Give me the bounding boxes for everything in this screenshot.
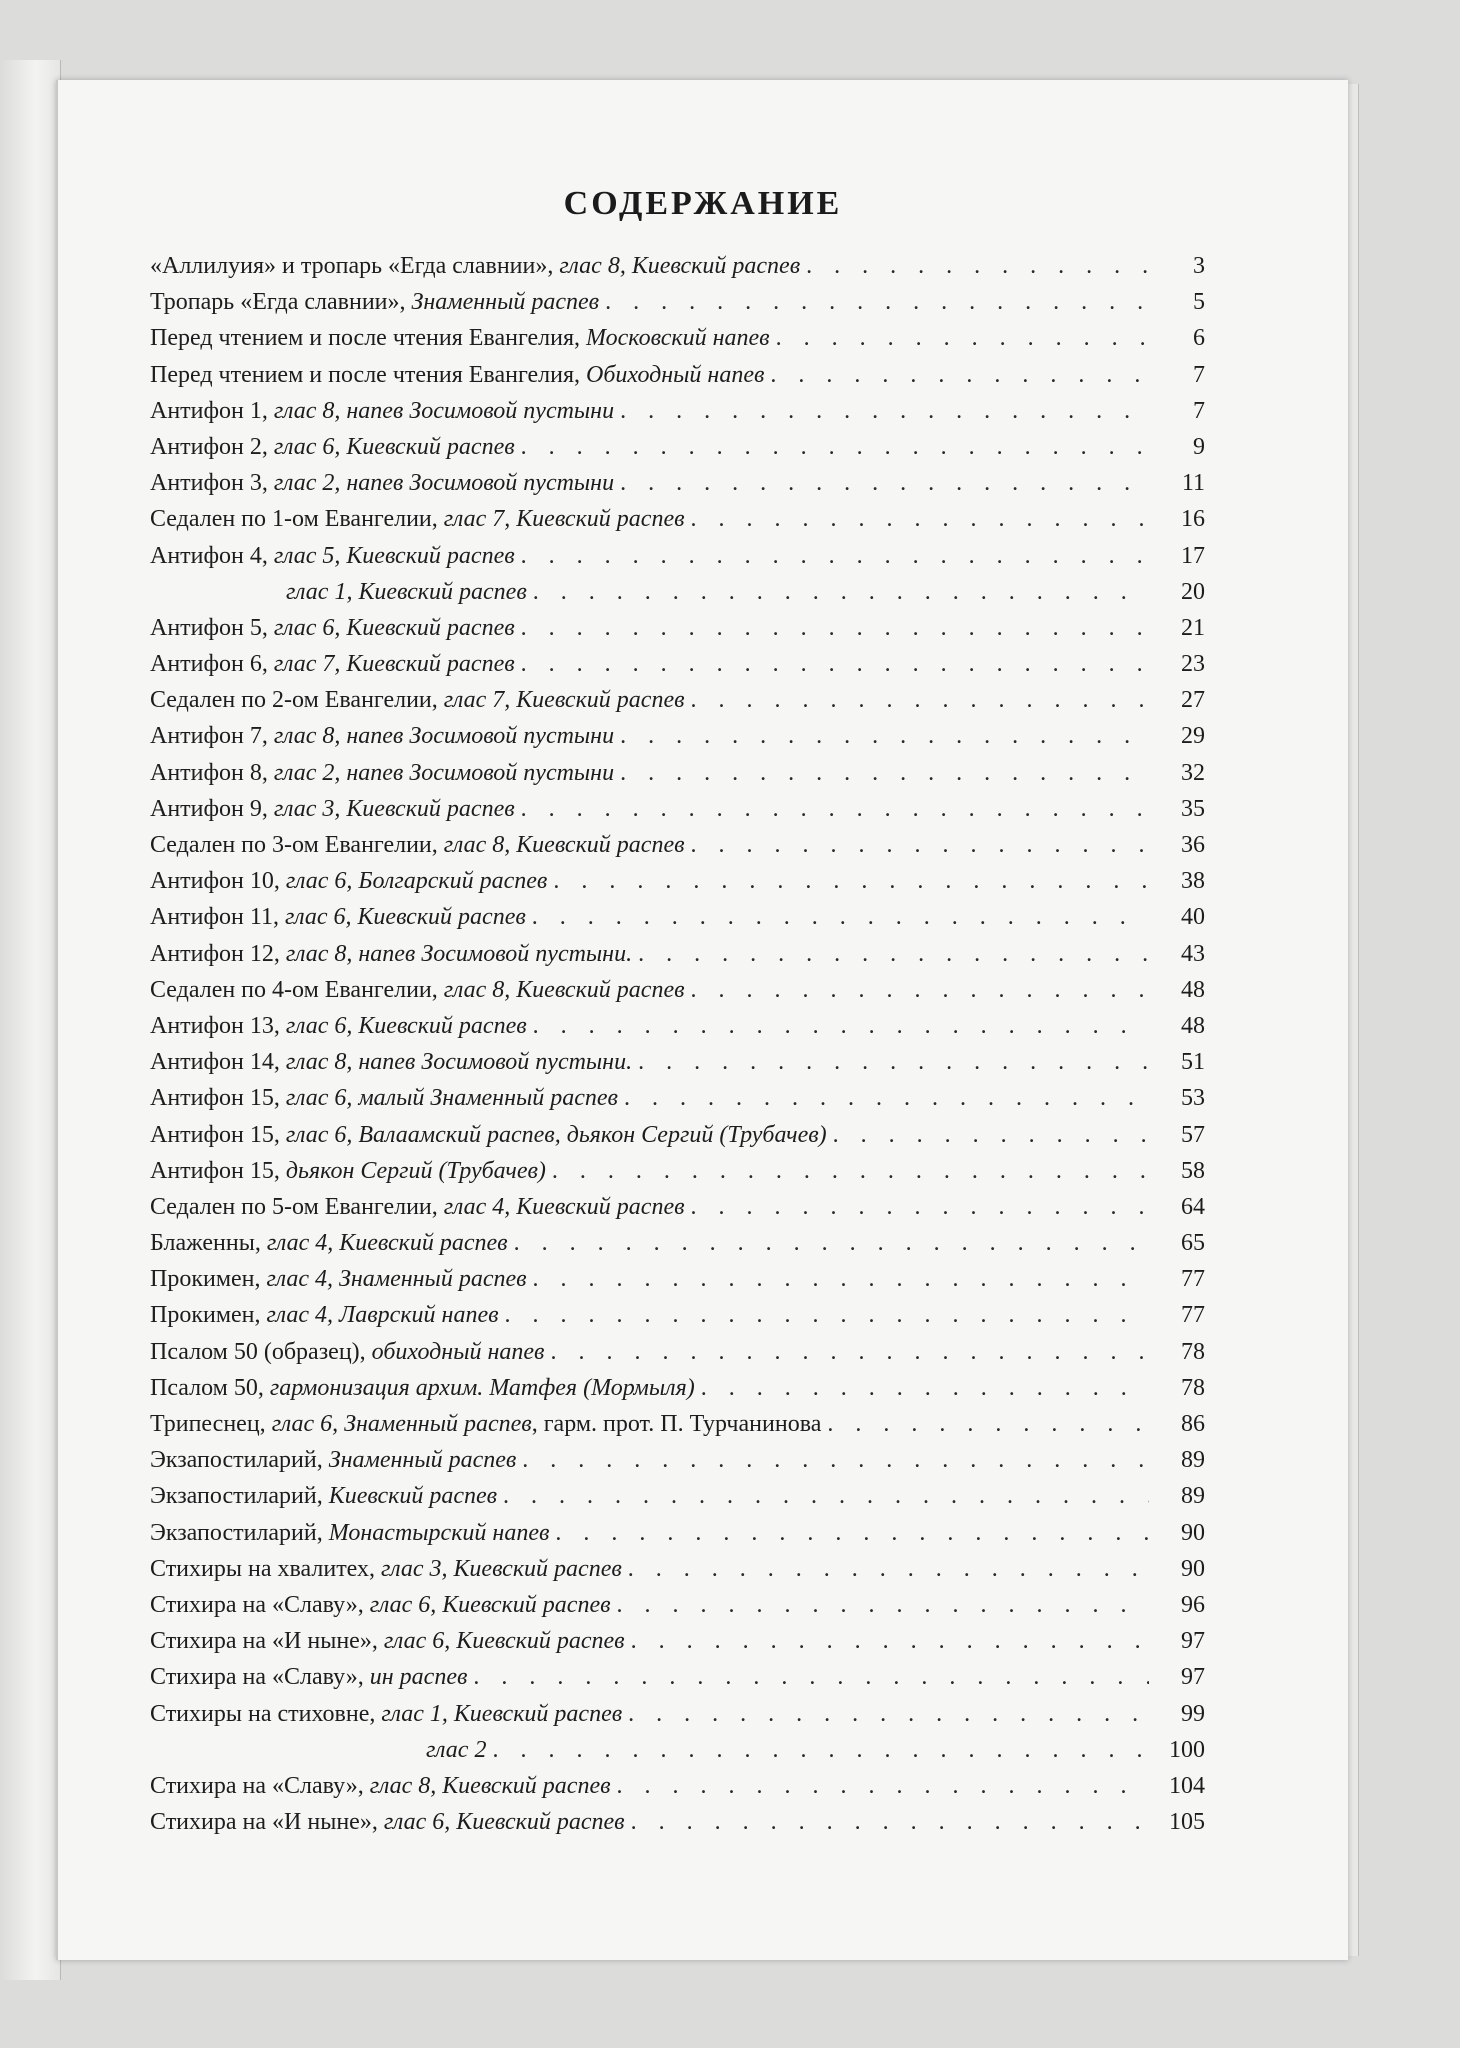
toc-entry [150,1406,1205,1442]
dot-leader [521,791,1149,827]
table-of-contents [150,248,1205,1840]
toc-entry-main: Антифон 9, [150,795,274,822]
toc-entry-page: 86 [1181,1411,1205,1437]
toc-entry-title [150,972,685,1008]
toc-entry-main: Седален по 3-ом Евангелии, [150,832,444,858]
toc-entry-page: 20 [1181,578,1205,605]
toc-entry [150,1659,1205,1695]
toc-entry-main: Антифон 2, [150,433,274,460]
toc-entry-chant: ин распев [369,1664,468,1691]
toc-entry [150,1804,1205,1840]
toc-entry-chant: Монастырский напев [328,1519,550,1546]
toc-entry-chant: глас 8, напев Зосимовой пустыни [273,723,615,750]
dot-leader [552,1153,1149,1189]
toc-entry [150,1587,1205,1623]
toc-entry-main: Стихиры на хвалитех, [150,1555,382,1582]
toc-entry [150,827,1205,863]
toc-entry-title [150,538,515,574]
dot-leader [620,718,1149,754]
toc-entry-chant: глас 8, Киевский распев [559,253,801,279]
toc-entry [150,1442,1205,1478]
toc-entry [150,357,1205,393]
toc-entry-page: 89 [1181,1447,1205,1474]
dot-leader [550,1334,1149,1370]
toc-entry-page: 23 [1181,651,1205,678]
toc-entry-main: Антифон 3, [150,470,274,497]
toc-entry-page: 100 [1169,1736,1205,1763]
toc-entry-page: 7 [1193,361,1205,388]
dot-leader [770,357,1149,393]
toc-entry-title [150,1623,625,1659]
toc-entry-page: 64 [1181,1193,1205,1220]
toc-entry-chant: глас 2, напев Зосимовой пустыни [273,470,615,497]
toc-entry-chant: глас 6, Киевский распев [285,1012,527,1039]
toc-entry [150,465,1205,501]
toc-entry-main: Стихира на «Славу», [150,1591,370,1618]
toc-entry-main: Антифон 6, [150,651,274,678]
toc-entry-title [150,1768,611,1804]
toc-entry-page: 97 [1181,1664,1205,1691]
toc-entry-title [150,1153,546,1189]
toc-entry-title [150,393,614,429]
toc-entry [150,393,1205,429]
toc-entry-chant: глас 6, малый Знаменный распев [285,1085,618,1112]
dot-leader [701,1370,1149,1406]
toc-entry-chant: глас 6, Киевский распев [383,1628,625,1655]
toc-entry-page: 89 [1181,1483,1205,1510]
toc-entry-chant: глас 1, Киевский распев [286,578,527,605]
toc-entry-title [150,1297,499,1333]
toc-entry-chant: гармонизация архим. Матфея (Мормыля) [269,1374,695,1401]
dot-leader [492,1732,1149,1768]
toc-entry-chant: глас 4, Киевский распев [443,1193,685,1220]
toc-entry-title [150,1406,821,1442]
toc-entry-chant: глас 4, Киевский распев [266,1230,508,1257]
dot-leader [533,574,1149,610]
toc-entry-chant: глас 6, Киевский распев [285,904,526,931]
toc-entry-chant: Знаменный распев [328,1447,517,1474]
toc-entry-main: Антифон 10, [150,868,286,895]
toc-entry-chant: глас 4, Лаврский напев [266,1302,499,1329]
toc-entry-page: 48 [1181,1012,1205,1039]
toc-entry-chant: глас 6, Болгарский распев [285,868,548,895]
toc-entry-chant: глас 3, Киевский распев [381,1555,622,1582]
toc-entry-title [150,248,800,284]
toc-entry-title [150,284,599,320]
toc-entry-main: Антифон 4, [150,542,274,569]
toc-entry [150,1370,1205,1406]
toc-entry-chant: глас 8, Киевский распев [443,976,685,1003]
toc-entry-page: 90 [1181,1519,1205,1546]
dot-leader [505,1297,1149,1333]
toc-entry-title [150,1732,486,1768]
toc-entry-title [150,1044,632,1080]
dot-leader [691,1189,1149,1225]
toc-entry [150,1080,1205,1116]
toc-entry-main: Стихира на «Славу», [150,1772,370,1799]
toc-entry-title [150,1225,508,1261]
toc-entry-main: Антифон 7, [150,723,274,750]
dot-leader [691,682,1149,718]
toc-entry [150,755,1205,791]
toc-entry-title [150,863,547,899]
dot-leader [521,429,1149,465]
toc-entry-page: 53 [1181,1085,1205,1112]
toc-entry-chant: глас 8, напев Зосимовой пустыни. [285,1049,633,1076]
toc-entry-chant: Киевский распев [328,1483,498,1510]
toc-entry-page: 65 [1181,1230,1205,1257]
toc-entry-chant: Обиходный напев [585,361,765,388]
toc-entry [150,284,1205,320]
toc-entry [150,1515,1205,1551]
dot-leader [628,1551,1149,1587]
toc-entry-page: 7 [1193,397,1205,424]
toc-entry-title [150,899,526,935]
toc-entry-chant: глас 6, Знаменный распев [271,1411,532,1437]
toc-entry-title [150,1804,625,1840]
toc-entry-chant: Знаменный распев [411,289,600,316]
toc-entry-title [150,320,770,356]
toc-entry-page: 38 [1181,868,1205,895]
dot-leader [631,1623,1149,1659]
toc-entry [150,1623,1205,1659]
toc-entry-page: 35 [1181,795,1205,822]
adjacent-page-edge [0,60,61,1980]
toc-entry-main: Антифон 13, [150,1012,286,1039]
toc-entry-page: 27 [1181,687,1205,714]
dot-leader [691,972,1149,1008]
toc-entry-main: Антифон 15, [150,1157,286,1184]
toc-entry-chant: глас 8, Киевский распев [443,832,685,858]
toc-entry-main: Антифон 8, [150,759,274,786]
dot-leader [620,465,1149,501]
toc-entry-title [150,1370,695,1406]
toc-entry-page: 48 [1181,976,1205,1003]
toc-entry-main: Тропарь «Егда славнии», [150,289,412,316]
toc-entry-main: Перед чтением и после чтения Евангелия, [150,325,586,352]
toc-entry [150,1334,1205,1370]
toc-entry [150,863,1205,899]
dot-leader [624,1080,1149,1116]
toc-entry [150,1478,1205,1514]
dot-leader [617,1587,1149,1623]
dot-leader [522,1442,1149,1478]
toc-entry-page: 43 [1181,940,1205,967]
dot-leader [533,1261,1149,1297]
toc-entry-chant: Московский напев [585,325,770,352]
toc-entry-page: 90 [1181,1555,1205,1582]
toc-entry-main: Стихира на «И ныне», [150,1809,384,1836]
dot-leader [533,1008,1149,1044]
dot-leader [806,248,1149,284]
toc-entry-page: 11 [1181,470,1205,497]
toc-entry-title [150,827,685,863]
toc-entry-page: 78 [1181,1374,1205,1401]
toc-entry-title [150,646,515,682]
toc-entry-page: 5 [1193,289,1205,316]
toc-entry [150,501,1205,537]
toc-entry-page: 97 [1181,1628,1205,1655]
toc-entry [150,1117,1205,1153]
toc-entry-main: Экзапостиларий, [150,1519,329,1546]
toc-entry-chant: глас 5, Киевский распев [273,542,515,569]
toc-entry [150,1297,1205,1333]
toc-entry-chant: глас 8, напев Зосимовой пустыни [273,397,615,424]
toc-entry-page: 9 [1193,433,1205,460]
dot-leader [638,936,1149,972]
toc-entry-title [150,1587,611,1623]
toc-entry-main: Антифон 15, [150,1121,286,1148]
toc-entry [150,1044,1205,1080]
toc-entry [150,972,1205,1008]
toc-entry-chant: глас 8, Киевский распев [369,1772,611,1799]
toc-entry-title [150,1080,618,1116]
dot-leader [776,320,1149,356]
toc-entry-page: 40 [1181,904,1205,931]
toc-entry-page: 57 [1181,1121,1205,1148]
toc-entry-main: Перед чтением и после чтения Евангелия, [150,361,586,388]
toc-entry-page: 17 [1181,542,1205,569]
dot-leader [628,1696,1149,1732]
toc-entry [150,899,1205,935]
dot-leader [631,1804,1149,1840]
toc-entry-title [150,1478,497,1514]
dot-leader [521,538,1149,574]
toc-entry [150,1153,1205,1189]
toc-entry-page: 16 [1181,506,1205,533]
toc-entry-chant: глас 7, Киевский распев [273,651,515,678]
toc-entry-chant: глас 6, Валаамский распев, дьякон Сергий (Трубачев) [285,1121,827,1148]
toc-entry-title [150,682,685,718]
toc-entry-page: 104 [1169,1772,1205,1799]
toc-entry-chant: обиходный напев [371,1338,545,1365]
toc-entry [150,610,1205,646]
toc-entry-chant: глас 4, Знаменный распев [266,1266,527,1293]
toc-entry [150,1008,1205,1044]
toc-entry-title [150,1008,527,1044]
toc-entry-main: Седален по 2-ом Евангелии, [150,687,444,714]
toc-entry-title [150,1261,527,1297]
dot-leader [521,610,1149,646]
toc-entry-title [150,1334,544,1370]
toc-entry [150,538,1205,574]
dot-leader [514,1225,1149,1261]
toc-entry-page: 3 [1193,253,1205,279]
toc-entry-main: Седален по 4-ом Евангелии, [150,976,444,1003]
toc-entry-title [150,501,685,537]
toc-entry-page: 6 [1193,325,1205,352]
toc-entry-page: 32 [1181,759,1205,786]
dot-leader [605,284,1149,320]
dot-leader [833,1117,1149,1153]
dot-leader [532,899,1149,935]
toc-entry-chant: глас 8, напев Зосимовой пустыни. [285,940,633,967]
toc-entry-chant: глас 2 [426,1736,487,1763]
toc-entry-page: 36 [1181,832,1205,858]
toc-entry-title [150,465,614,501]
toc-entry-chant: дьякон Сергий (Трубачев) [285,1157,546,1184]
toc-entry-main: Стихира на «И ныне», [150,1628,384,1655]
toc-entry-title [150,1189,685,1225]
toc-entry [150,718,1205,754]
toc-entry-title [150,357,764,393]
toc-entry [150,1261,1205,1297]
toc-entry-main: Седален по 5-ом Евангелии, [150,1193,444,1220]
toc-entry [150,1189,1205,1225]
toc-entry-main: Антифон 14, [150,1049,286,1076]
toc-entry-page: 58 [1181,1157,1205,1184]
dot-leader [638,1044,1149,1080]
toc-entry [150,936,1205,972]
dot-leader [553,863,1149,899]
toc-entry-main: Антифон 12, [150,940,286,967]
toc-entry [150,1225,1205,1261]
toc-entry-chant: глас 6, Киевский распев [383,1809,625,1836]
toc-entry-title [150,574,527,610]
toc-entry [150,320,1205,356]
toc-entry-title [150,791,515,827]
toc-entry-main: Прокимен, [150,1266,267,1293]
toc-entry-page: 96 [1181,1591,1205,1618]
toc-entry [150,1551,1205,1587]
toc-entry-page: 29 [1181,723,1205,750]
toc-entry-main: Экзапостиларий, [150,1447,329,1474]
toc-entry-main: Прокимен, [150,1302,267,1329]
toc-entry-main: Трипеснец, [150,1411,272,1437]
toc-entry-main: Седален по 1-ом Евангелии, [150,506,444,533]
toc-entry [150,1768,1205,1804]
page-title: СОДЕРЖАНИЕ [563,185,843,222]
toc-entry [150,791,1205,827]
dot-leader [620,755,1149,791]
toc-entry-tail: , гарм. прот. П. Турчанинова [531,1411,822,1437]
dot-leader [473,1659,1149,1695]
toc-entry [150,429,1205,465]
toc-entry [150,1732,1205,1768]
toc-entry-title [150,610,515,646]
toc-entry-title [150,718,614,754]
toc-entry-title [150,936,632,972]
toc-entry-main: Блаженны, [150,1230,267,1257]
toc-entry-chant: глас 7, Киевский распев [443,687,685,714]
document-page [56,80,1348,1960]
toc-entry-title [150,1551,622,1587]
toc-entry-page: 105 [1169,1809,1205,1836]
dot-leader [521,646,1149,682]
toc-entry-title [150,1117,827,1153]
toc-entry-main: Псалом 50 (образец), [150,1338,372,1365]
toc-entry-main: Псалом 50, [150,1374,270,1401]
toc-entry-title [150,1696,622,1732]
toc-entry [150,248,1205,284]
toc-entry-main: Стихиры на стиховне, [150,1700,382,1727]
toc-entry-page: 21 [1181,614,1205,641]
toc-entry-chant: глас 6, Киевский распев [273,433,515,460]
toc-entry-title [150,1442,516,1478]
toc-entry-main: Антифон 15, [150,1085,286,1112]
toc-entry-chant: глас 7, Киевский распев [443,506,685,533]
dot-leader [691,827,1149,863]
toc-entry-page: 99 [1181,1700,1205,1727]
toc-entry-main: Экзапостиларий, [150,1483,329,1510]
toc-entry-page: 51 [1181,1049,1205,1076]
dot-leader [617,1768,1149,1804]
toc-entry-page: 78 [1181,1338,1205,1365]
toc-entry-main: Антифон 1, [150,397,274,424]
toc-entry [150,646,1205,682]
toc-entry [150,682,1205,718]
toc-entry-chant: глас 2, напев Зосимовой пустыни [273,759,615,786]
toc-entry-main: Антифон 11, [150,904,286,931]
toc-entry [150,1696,1205,1732]
dot-leader [691,501,1149,537]
dot-leader [827,1406,1149,1442]
toc-entry-chant: глас 6, Киевский распев [369,1591,611,1618]
toc-entry-title [150,429,515,465]
toc-entry-title [150,1659,467,1695]
toc-entry-title [150,1515,549,1551]
toc-entry-page: 77 [1181,1266,1205,1293]
dot-leader [503,1478,1149,1514]
toc-entry-title [150,755,614,791]
dot-leader [620,393,1149,429]
toc-entry [150,574,1205,610]
toc-entry-chant: глас 1, Киевский распев [381,1700,623,1727]
toc-entry-chant: глас 3, Киевский распев [273,795,515,822]
toc-entry-main: Антифон 5, [150,614,274,641]
toc-entry-chant: глас 6, Киевский распев [273,614,515,641]
toc-entry-main: Стихира на «Славу», [150,1664,370,1691]
toc-entry-page: 77 [1181,1302,1205,1329]
toc-entry-main: «Аллилуия» и тропарь «Егда славнии», [150,253,560,279]
dot-leader [555,1515,1149,1551]
